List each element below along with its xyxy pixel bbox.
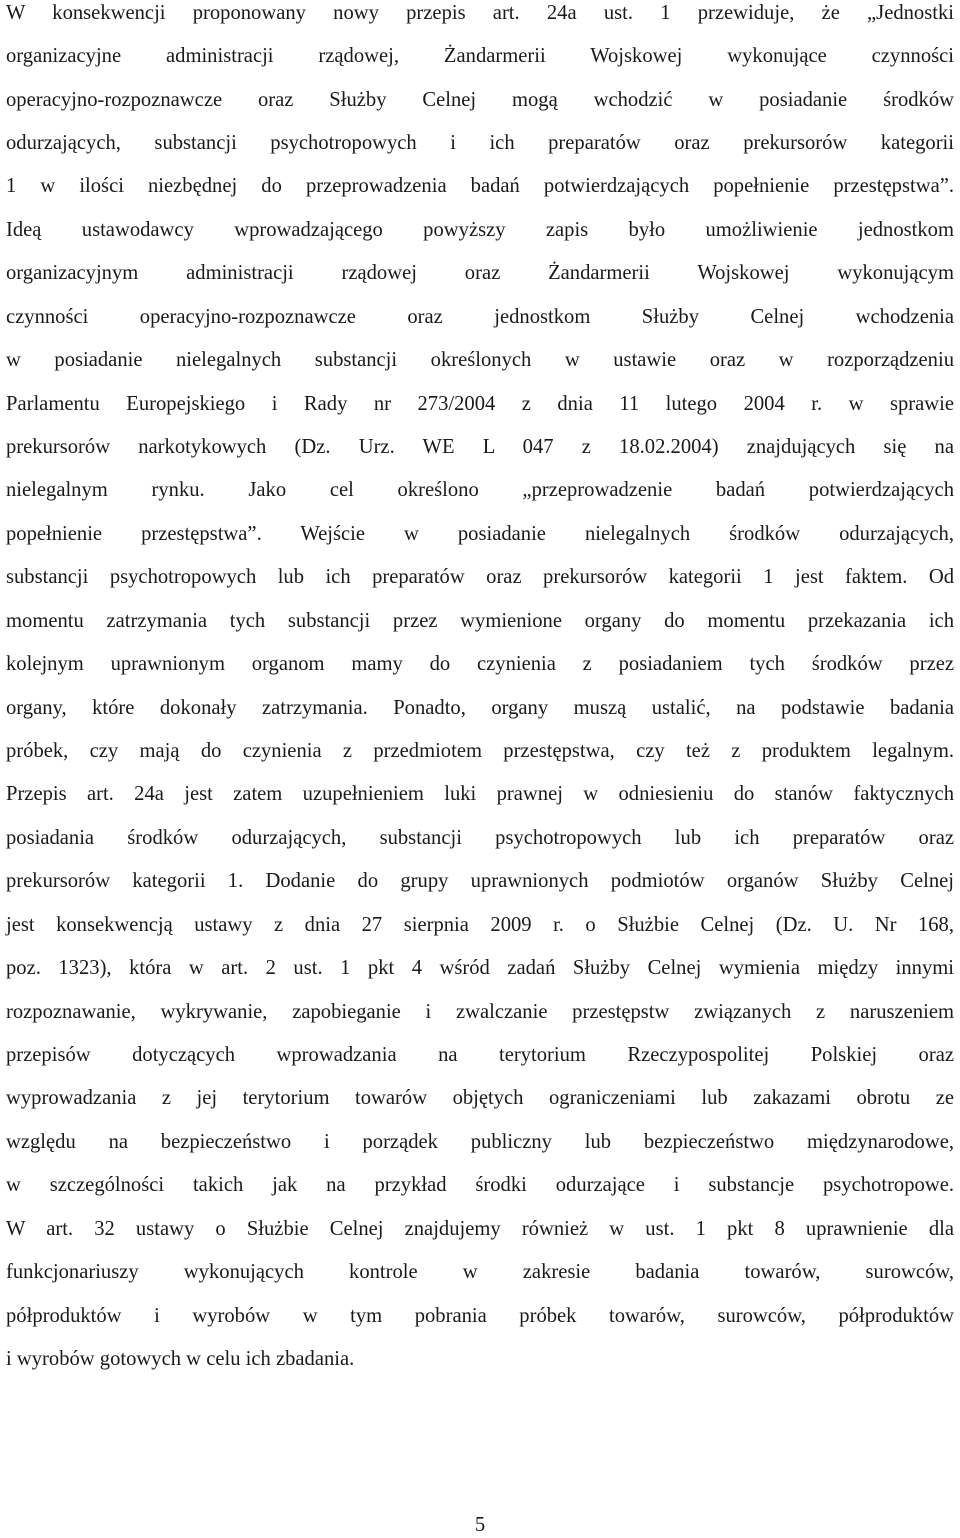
page-number: 5 (474, 1514, 486, 1536)
text-line: organy, które dokonały zatrzymania. Ponadto, organy muszą ustalić, na podstawie badania (6, 697, 954, 719)
text-line: prekursorów narkotykowych (Dz. Urz. WE L 047 z 18.02.2004) znajdujących się na (6, 436, 954, 458)
text-line: W art. 32 ustawy o Służbie Celnej znajdujemy również w ust. 1 pkt 8 uprawnienie dla (6, 1218, 954, 1240)
text-line: w szczególności takich jak na przykład środki odurzające i substancje psychotropowe. (6, 1174, 954, 1196)
text-line: odurzających, substancji psychotropowych i ich preparatów oraz prekursorów kategorii (6, 132, 954, 154)
text-line: kolejnym uprawnionym organom mamy do czynienia z posiadaniem tych środków przez (6, 653, 954, 675)
text-line: Przepis art. 24a jest zatem uzupełnieniem luki prawnej w odniesieniu do stanów faktycznych (6, 783, 954, 805)
text-line: posiadania środków odurzających, substancji psychotropowych lub ich preparatów oraz (6, 827, 954, 849)
text-line: 1 w ilości niezbędnej do przeprowadzenia badań potwierdzających popełnienie przestępstwa”. (6, 175, 954, 197)
text-line: w posiadanie nielegalnych substancji określonych w ustawie oraz w rozporządzeniu (6, 349, 954, 371)
text-line: przepisów dotyczących wprowadzania na terytorium Rzeczypospolitej Polskiej oraz (6, 1044, 954, 1066)
text-line: popełnienie przestępstwa”. Wejście w posiadanie nielegalnych środków odurzających, (6, 523, 954, 545)
text-line: Parlamentu Europejskiego i Rady nr 273/2004 z dnia 11 lutego 2004 r. w sprawie (6, 393, 954, 415)
text-line: względu na bezpieczeństwo i porządek publiczny lub bezpieczeństwo międzynarodowe, (6, 1131, 954, 1153)
text-line: organizacyjnym administracji rządowej oraz Żandarmerii Wojskowej wykonującym (6, 262, 954, 284)
text-line: czynności operacyjno-rozpoznawcze oraz jednostkom Służby Celnej wchodzenia (6, 306, 954, 328)
text-line: półproduktów i wyrobów w tym pobrania próbek towarów, surowców, półproduktów (6, 1305, 954, 1327)
text-line: rozpoznawanie, wykrywanie, zapobieganie i zwalczanie przestępstw związanych z naruszeniem (6, 1001, 954, 1023)
text-line: momentu zatrzymania tych substancji przez wymienione organy do momentu przekazania ich (6, 610, 954, 632)
text-line: Ideą ustawodawcy wprowadzającego powyższy zapis było umożliwienie jednostkom (6, 219, 954, 241)
text-line: jest konsekwencją ustawy z dnia 27 sierpnia 2009 r. o Służbie Celnej (Dz. U. Nr 168, (6, 914, 954, 936)
text-line: funkcjonariuszy wykonujących kontrole w zakresie badania towarów, surowców, (6, 1261, 954, 1283)
text-line: wyprowadzania z jej terytorium towarów objętych ograniczeniami lub zakazami obrotu ze (6, 1087, 954, 1109)
text-line: poz. 1323), która w art. 2 ust. 1 pkt 4 wśród zadań Służby Celnej wymienia między innymi (6, 957, 954, 979)
text-line: prekursorów kategorii 1. Dodanie do grupy uprawnionych podmiotów organów Służby Celnej (6, 870, 954, 892)
text-line: nielegalnym rynku. Jako cel określono „przeprowadzenie badań potwierdzających (6, 479, 954, 501)
text-line: i wyrobów gotowych w celu ich zbadania. (6, 1348, 355, 1370)
text-line: substancji psychotropowych lub ich preparatów oraz prekursorów kategorii 1 jest faktem. Od (6, 566, 954, 588)
text-line: próbek, czy mają do czynienia z przedmiotem przestępstwa, czy też z produktem legalnym. (6, 740, 954, 762)
text-line: W konsekwencji proponowany nowy przepis art. 24a ust. 1 przewiduje, że „Jednostki (6, 2, 954, 24)
text-line: organizacyjne administracji rządowej, Żandarmerii Wojskowej wykonujące czynności (6, 45, 954, 67)
text-line: operacyjno-rozpoznawcze oraz Służby Celnej mogą wchodzić w posiadanie środków (6, 89, 954, 111)
